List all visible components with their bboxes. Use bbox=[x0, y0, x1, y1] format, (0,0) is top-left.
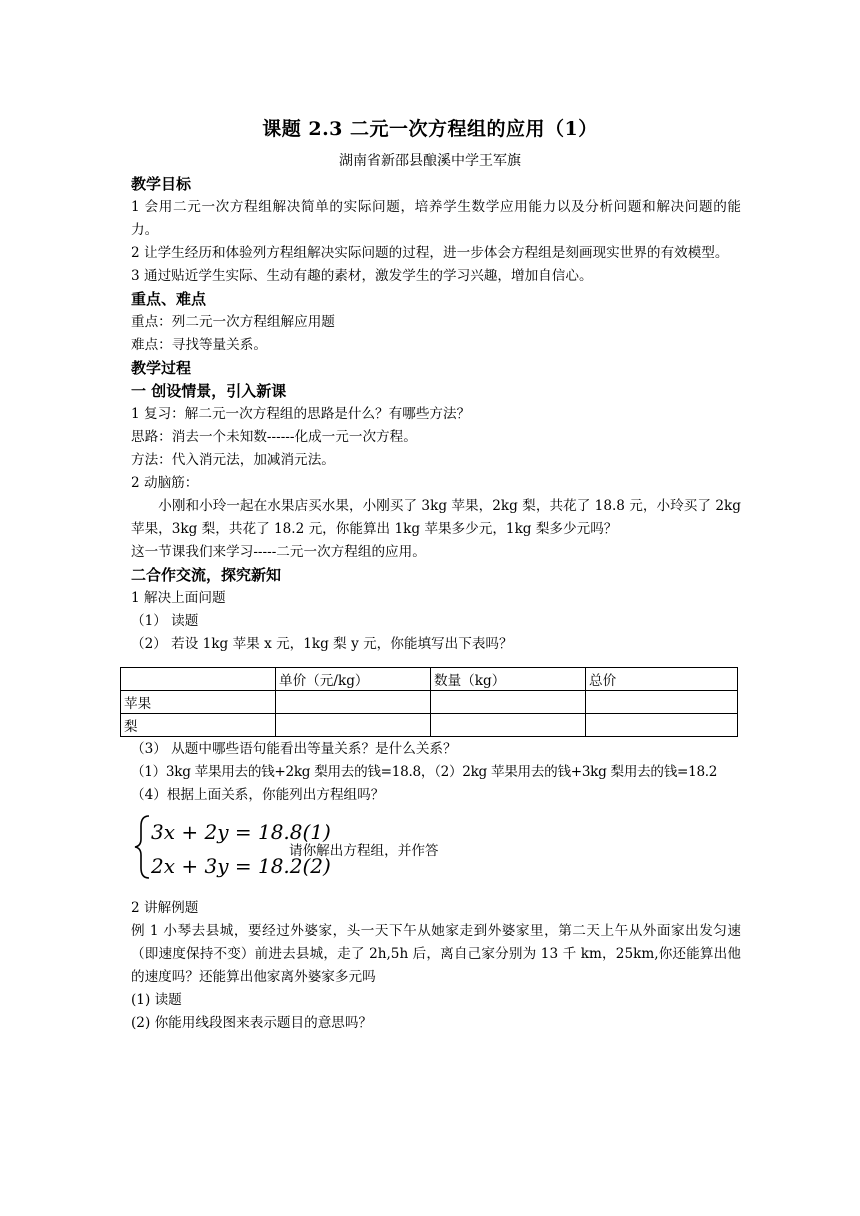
brain-line: 2 动脑筋： bbox=[131, 475, 199, 491]
table-cell: 苹果 bbox=[121, 691, 276, 714]
step1-line: （1） 读题 bbox=[131, 613, 199, 629]
author-line: 湖南省新邵县酿溪中学王军旗 bbox=[339, 153, 521, 169]
key-point: 重点：列二元一次方程组解应用题 bbox=[131, 314, 335, 330]
equation-note: 请你解出方程组，并作答 bbox=[289, 843, 439, 859]
lesson-title: 课题 2.3 二元一次方程组的应用（1） bbox=[262, 118, 598, 140]
review-line: 1 复习：解二元一次方程组的思路是什么？有哪些方法？ bbox=[131, 406, 471, 422]
table-cell: 总价 bbox=[586, 668, 738, 691]
table-row bbox=[121, 691, 738, 714]
step2-line: （2） 若设 1kg 苹果 x 元，1kg 梨 y 元，你能填写出下表吗？ bbox=[131, 636, 513, 652]
table-cell: 梨 bbox=[121, 714, 276, 737]
table-cell bbox=[431, 691, 586, 714]
goal-item: 1 会用二元一次方程组解决简单的实际问题，培养学生数学应用能力以及分析问题和解决问题的能力。 bbox=[131, 199, 741, 238]
example-text: 例 1 小琴去县城，要经过外婆家，头一天下午从她家走到外婆家里，第二天上午从外面家出发匀速（即速度保持不变）前进去县城，走了 2h,5h 后，离自己家分别为 13 千 km，25km,你还能算出他的速度吗？还能算出他家离外婆家多元吗 bbox=[131, 923, 741, 985]
example-step1: (1) 读题 bbox=[131, 992, 182, 1008]
difficulty-point: 难点：寻找等量关系。 bbox=[131, 337, 267, 353]
table-cell bbox=[121, 668, 276, 691]
problem-text: 小刚和小玲一起在水果店买水果，小刚买了 3kg 苹果，2kg 梨，共花了 18.8 元，小玲买了 2kg 苹果，3kg 梨，共花了 18.2 元，你能算出 1kg 苹果多少元，1kg 梨多少元吗？ bbox=[131, 498, 741, 537]
process-heading: 教学过程 bbox=[131, 359, 192, 377]
left-brace-icon bbox=[135, 816, 149, 878]
goal-item: 3 通过贴近学生实际、生动有趣的素材，激发学生的学习兴趣，增加自信心。 bbox=[131, 268, 593, 284]
goal-item: 2 让学生经历和体验列方程组解决实际问题的过程，进一步体会方程组是刻画现实世界的有效模型。 bbox=[131, 245, 729, 261]
goals-heading: 教学目标 bbox=[131, 175, 192, 193]
table-cell bbox=[586, 691, 738, 714]
table-cell bbox=[431, 714, 586, 737]
step3-line: （3） 从题中哪些语句能看出等量关系？是什么关系？ bbox=[131, 741, 457, 757]
example-step2: (2) 你能用线段图来表示题目的意思吗？ bbox=[131, 1015, 373, 1031]
part2-heading: 二合作交流，探究新知 bbox=[131, 566, 282, 584]
equation-1: 3x + 2y = 18.8(1) bbox=[151, 820, 331, 844]
relation-section bbox=[131, 738, 741, 807]
table-cell: 数量（kg） bbox=[431, 668, 586, 691]
idea-line: 思路：消去一个未知数------化成一元一次方程。 bbox=[131, 429, 417, 445]
intro-line: 这一节课我们来学习-----二元一次方程组的应用。 bbox=[131, 544, 426, 560]
step4-line: （4）根据上面关系，你能列出方程组吗？ bbox=[131, 787, 385, 803]
table-cell bbox=[276, 691, 431, 714]
example-section bbox=[131, 897, 741, 1035]
table-header-row bbox=[121, 668, 738, 691]
part1-heading: 一 创设情景，引入新课 bbox=[131, 382, 287, 400]
table-row bbox=[121, 714, 738, 737]
relation-line: （1）3kg 苹果用去的钱+2kg 梨用去的钱=18.8，（2）2kg 苹果用去的钱+3kg 梨用去的钱=18.2 bbox=[131, 764, 718, 780]
example-heading: 2 讲解例题 bbox=[131, 900, 199, 916]
table-cell bbox=[276, 714, 431, 737]
equation-2: 2x + 3y = 18.2(2) bbox=[151, 854, 331, 878]
solve-line: 1 解决上面问题 bbox=[131, 590, 226, 606]
table-cell bbox=[586, 714, 738, 737]
table-cell: 单价（元/kg） bbox=[276, 668, 431, 691]
method-line: 方法：代入消元法，加减消元法。 bbox=[131, 452, 335, 468]
key-heading: 重点、难点 bbox=[131, 290, 207, 308]
goals-section bbox=[131, 173, 741, 656]
price-table bbox=[120, 667, 738, 737]
